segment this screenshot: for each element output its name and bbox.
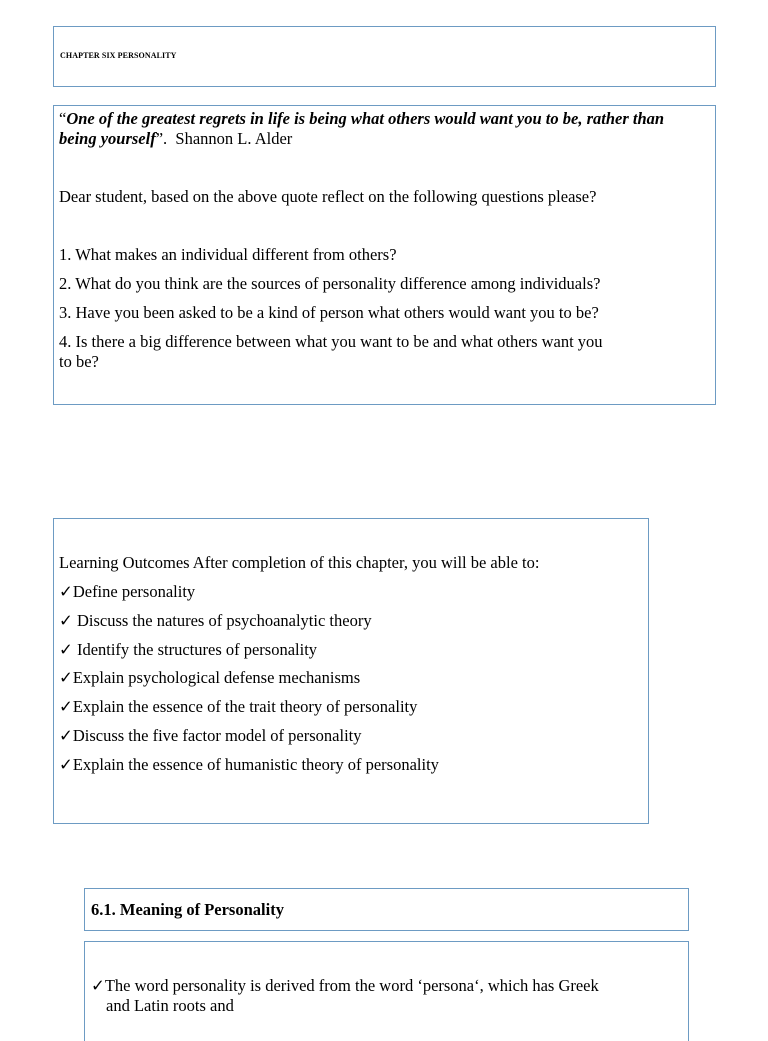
quote-text: One of the greatest regrets in life is being what others would want you to be, rather than being yourself — [59, 109, 665, 148]
section-line-2: and Latin roots and — [106, 996, 234, 1015]
outcome-item: ✓Explain the essence of humanistic theory of personality — [59, 755, 439, 774]
outcome-item: ✓ Identify the structures of personality — [59, 640, 318, 659]
quote — [59, 109, 699, 149]
outcome-item: ✓ Discuss the natures of psychoanalytic theory — [59, 611, 372, 630]
question-4: 4. Is there a big difference between what you want to be and what others want you — [59, 332, 603, 351]
section-title-box — [84, 888, 689, 931]
outcome-item: ✓Define personality — [59, 582, 196, 601]
quote-author: Shannon L. Alder — [175, 129, 293, 148]
learning-outcomes-intro: Learning Outcomes After completion of this chapter, you will be able to: — [59, 553, 540, 572]
quote-close-mark: ”. — [155, 129, 168, 148]
reflection-intro: Dear student, based on the above quote reflect on the following questions please? — [59, 187, 597, 206]
section-title: 6.1. Meaning of Personality — [91, 900, 284, 919]
learning-outcomes-box — [53, 518, 649, 824]
chapter-heading: CHAPTER SIX PERSONALITY — [60, 51, 177, 60]
question-4-continued: to be? — [59, 352, 99, 371]
question-2: 2. What do you think are the sources of personality difference among individuals? — [59, 274, 601, 293]
chapter-heading-box — [53, 26, 716, 87]
outcome-item: ✓Discuss the five factor model of personality — [59, 726, 362, 745]
section-content-box — [84, 941, 689, 1041]
question-1: 1. What makes an individual different from others? — [59, 245, 397, 264]
question-3: 3. Have you been asked to be a kind of person what others would want you to be? — [59, 303, 599, 322]
quote-open-mark: “ — [59, 109, 67, 128]
outcome-item: ✓Explain the essence of the trait theory of personality — [59, 697, 418, 716]
outcome-item: ✓Explain psychological defense mechanisms — [59, 668, 361, 687]
quote-box — [53, 105, 716, 405]
section-line-1: ✓The word personality is derived from the word ‘persona‘, which has Greek — [91, 976, 599, 995]
